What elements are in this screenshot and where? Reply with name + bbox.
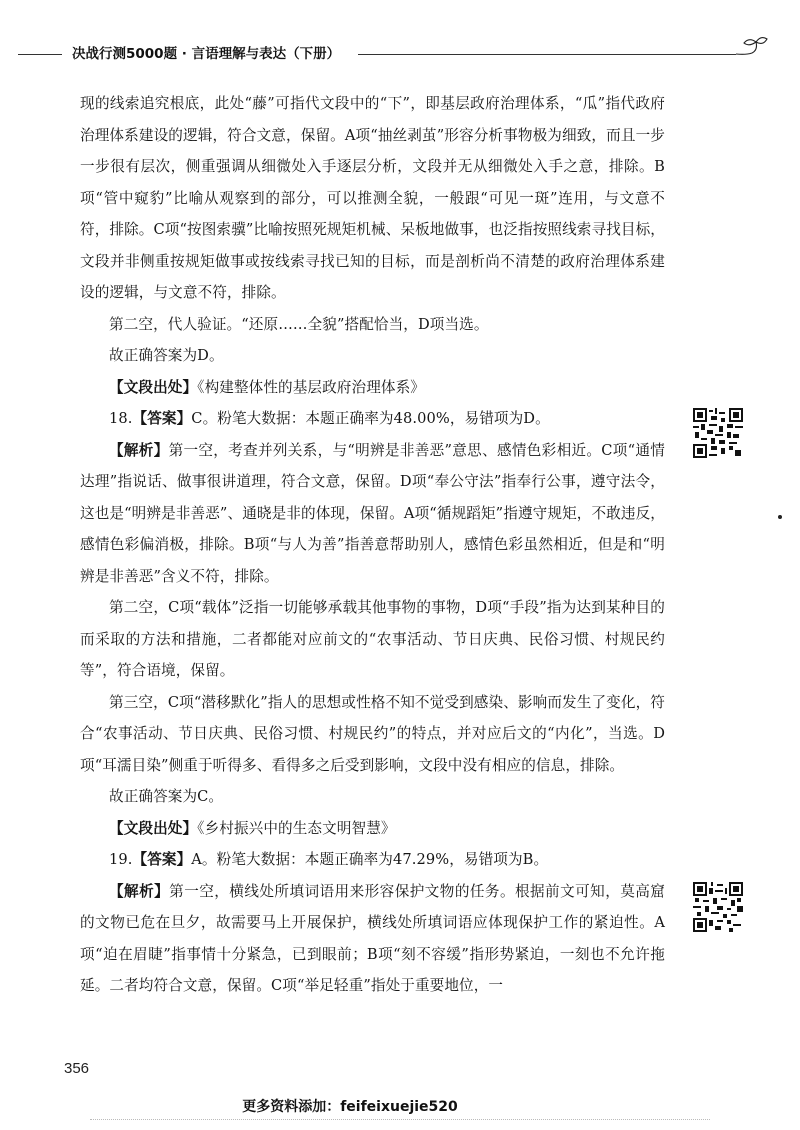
- question-number: 18.: [109, 410, 133, 427]
- analysis-label: 【解析】: [109, 882, 170, 900]
- source-label: 【文段出处】: [109, 378, 198, 396]
- source-label: 【文段出处】: [109, 819, 198, 837]
- answer-q19: [80, 844, 665, 876]
- answer-q18: [80, 403, 665, 435]
- margin-dot: [778, 515, 782, 519]
- source-q18: [80, 813, 665, 845]
- header-rule-right: [358, 54, 736, 55]
- analysis-q18-second-blank: 第二空，C项“载体”泛指一切能够承载其他事物的事物，D项“手段”指为达到某种目的而采取的方法和措施，二者都能对应前文的“农事活动、节日庆典、民俗习惯、村规民约等”，符合语境，保留。: [80, 599, 665, 679]
- page-number: 356: [64, 1060, 90, 1077]
- header-rule-left: [18, 54, 62, 55]
- question-number: 19.: [109, 851, 133, 868]
- analysis-q18-third-blank: 第三空，C项“潜移默化”指人的思想或性格不知不觉受到感染、影响而发生了变化，符合“农事活动、节日庆典、民俗习惯、村规民约”的特点，并对应后文的“内化”，当选。D项“耳濡目染”侧重于听得多、看得多之后受到影响，文段中没有相应的信息，排除。: [80, 693, 665, 774]
- conclusion-q18: 故正确答案为C。: [109, 788, 224, 805]
- footer-note: 更多资料添加：feifeixuejie520: [242, 1099, 458, 1115]
- qr-code-icon[interactable]: [693, 408, 743, 458]
- answer-label: 【答案】: [132, 851, 192, 868]
- main-text: [80, 88, 665, 1002]
- analysis-label: 【解析】: [109, 441, 169, 459]
- page-header: [18, 36, 782, 66]
- footer-rule: [90, 1119, 710, 1121]
- answer-text: C。粉笔大数据：本题正确率为48.00%，易错项为D。: [191, 410, 550, 427]
- qr-code-icon[interactable]: [693, 882, 743, 932]
- paragraph-continued: 现的线索追究根底，此处“藤”可指代文段中的“下”，即基层政府治理体系，“瓜”指代政府治理体系建设的逻辑，符合文意，保留。A项“抽丝剥茧”形容分析事物极为细致，而且一步一步很有层次，侧重强调从细微处入手逐层分析，文段并无从细微处入手之意，排除。B项“管中窥豹”比喻从观察到的部分，可以推测全貌，一般跟“可见一斑”连用，与文意不符，排除。C项“按图索骥”比喻按照死规矩机械、呆板地做事，也泛指按照线索寻找目标，文段并非侧重按规矩做事或按线索寻找已知的目标，而是剖析尚不清楚的政府治理体系建设的逻辑，与文意不符，排除。: [80, 95, 665, 301]
- analysis-q18: [80, 435, 665, 593]
- answer-text: A。粉笔大数据：本题正确率为47.29%，易错项为B。: [191, 851, 549, 868]
- source-title: 《构建整体性的基层政府治理体系》: [197, 378, 425, 396]
- header-title: 决战行测5000题 · 言语理解与表达（下册）: [72, 46, 341, 62]
- source-q17: [80, 372, 665, 404]
- analysis-q19: [80, 876, 665, 1002]
- paragraph-conclusion: 故正确答案为D。: [109, 347, 224, 364]
- analysis-text: 第一空，考查并列关系，与“明辨是非善恶”意思、感情色彩相近。C项“通情达理”指说话、做事很讲道理，符合文意，保留。D项“奉公守法”指奉行公事，遵守法令，这也是“明辨是非善恶”、通晓是非的体现，保留。A项“循规蹈矩”指遵守规矩，不敢违反，感情色彩偏消极，排除。B项“与人为善”指善意帮助别人，感情色彩虽然相近，但是和“明辨是非善恶”含义不符，排除。: [80, 441, 665, 585]
- paragraph-second-blank: 第二空，代人验证。“还原……全貌”搭配恰当，D项当选。: [109, 315, 489, 333]
- sprout-icon: [734, 36, 768, 62]
- answer-label: 【答案】: [132, 410, 192, 427]
- analysis-text: 第一空，横线处所填词语用来形容保护文物的任务。根据前文可知，莫高窟的文物已危在旦夕，故需要马上开展保护，横线处所填词语应体现保护工作的紧迫性。A项“迫在眉睫”指事情十分紧急，已到眼前；B项“刻不容缓”指形势紧迫，一刻也不允许拖延。二者均符合文意，保留。C项“举足轻重”指处于重要地位，一: [80, 882, 665, 994]
- source-title: 《乡村振兴中的生态文明智慧》: [197, 819, 396, 837]
